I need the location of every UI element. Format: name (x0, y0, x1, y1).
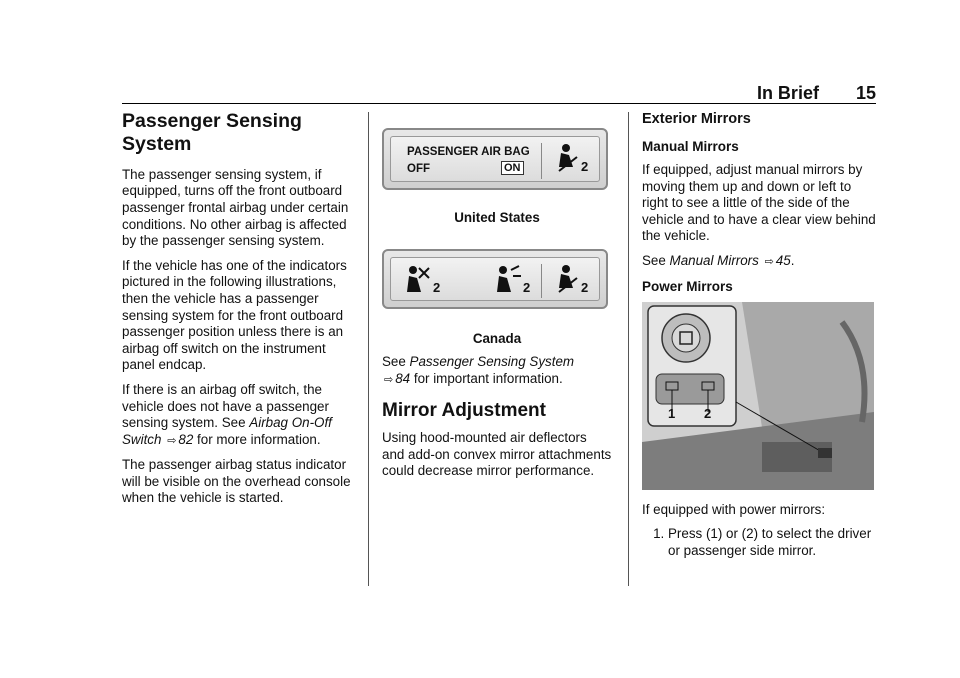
paragraph: If equipped with power mirrors: (642, 501, 826, 517)
paragraph (382, 354, 612, 388)
text: for more information. (193, 431, 321, 447)
panel-label: PASSENGER AIR BAG (407, 146, 530, 158)
passenger-sensing-link[interactable]: Passenger Sensing System (409, 354, 575, 369)
section-title: In Brief (756, 83, 819, 103)
us-caption: United States (454, 210, 540, 225)
on-label: ON (501, 161, 524, 175)
callout-2: 2 (704, 405, 712, 421)
page-ref[interactable]: 45 (775, 252, 791, 268)
mirror-adjustment-heading: Mirror Adjustment (382, 400, 546, 422)
page-number: 15 (855, 83, 876, 103)
text: See (382, 354, 410, 369)
page-ref-arrow-icon: ⇨ (764, 255, 774, 268)
header-rule (122, 103, 876, 104)
list-item: 1. Press (1) or (2) to select the driver or passenger side mirror. (668, 526, 876, 559)
paragraph: If equipped, adjust manual mirrors by moving them up and down or left to right to see a little of the side of the vehicle and to have a clear view behind the vehicle. (642, 162, 876, 244)
panel-divider (541, 264, 542, 298)
column-divider-2 (628, 112, 629, 586)
power-mirror-photo (642, 302, 874, 490)
manual-mirrors-heading: Manual Mirrors (642, 139, 739, 154)
canada-indicator-panel (382, 249, 608, 309)
paragraph: If the vehicle has one of the indicators pictured in the following illustrations, then the vehicle has a passenger sensing system for the front outboard passenger position unless there is an airbag off switch on the instrument panel endcap. (122, 257, 347, 373)
manual-mirrors-link[interactable]: Manual Mirrors (669, 252, 759, 268)
seat-belt-icon (555, 143, 579, 175)
paragraph: Using hood-mounted air deflectors and add-on convex mirror attachments could decrease mirror performance. (382, 430, 612, 479)
door-panel-illustration (642, 302, 874, 490)
page-ref-arrow-icon: ⇨ (384, 373, 394, 386)
passenger-sensing-heading: Passenger Sensing System (122, 110, 302, 156)
text: See (642, 252, 670, 268)
column-3 (642, 108, 876, 563)
seat-number: 2 (523, 280, 531, 295)
steps-list (642, 526, 876, 559)
off-label: OFF (407, 163, 430, 175)
column-1 (122, 108, 354, 515)
callout-1: 1 (668, 405, 676, 421)
paragraph (642, 253, 876, 271)
seat-number: 2 (581, 280, 589, 295)
exterior-mirrors-heading: Exterior Mirrors (642, 111, 751, 127)
us-indicator-panel (382, 128, 608, 190)
paragraph: The passenger sensing system, if equipped, turns off the front outboard passenger frontal airbag under certain conditions. No other airbag is affected by the passenger sensing system. (122, 166, 349, 249)
canada-caption: Canada (472, 331, 522, 346)
panel-face (390, 136, 600, 182)
airbag-switch-link[interactable]: Airbag On-Off Switch (122, 415, 332, 447)
paragraph: The passenger airbag status indicator will be visible on the overhead console when the vehicle is started. (122, 457, 351, 506)
page-ref-arrow-icon: ⇨ (167, 434, 177, 447)
text: . (790, 252, 795, 268)
page-ref[interactable]: 84 (395, 370, 411, 386)
airbag-on-icon (495, 264, 525, 298)
power-mirrors-heading: Power Mirrors (642, 278, 733, 294)
page-ref[interactable]: 82 (178, 431, 194, 447)
column-2 (382, 108, 612, 488)
paragraph (122, 382, 354, 449)
seat-belt-icon (555, 264, 579, 296)
page-header (757, 83, 876, 104)
text: for important information. (410, 370, 563, 386)
airbag-off-icon (405, 264, 435, 298)
panel-face (390, 257, 600, 301)
text: If there is an airbag off switch, the vehicle does not have a passenger sensing system. See (122, 381, 329, 431)
column-divider-1 (368, 112, 369, 586)
seat-number: 2 (581, 159, 589, 174)
seat-number: 2 (433, 280, 441, 295)
panel-divider (541, 143, 542, 179)
